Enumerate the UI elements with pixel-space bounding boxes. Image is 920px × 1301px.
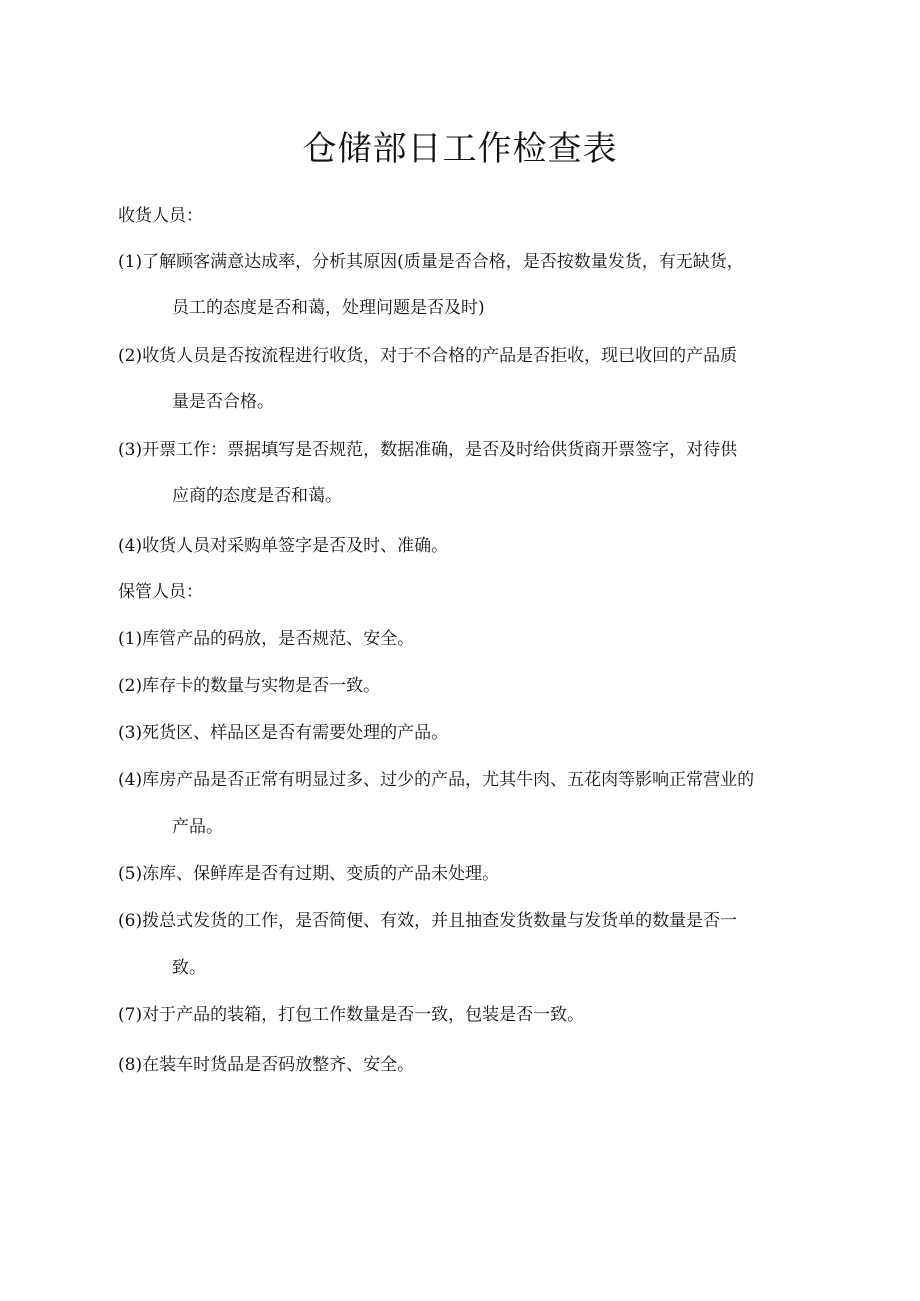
item-continuation: 致。 bbox=[172, 958, 206, 978]
list-item bbox=[118, 862, 499, 886]
list-item bbox=[118, 909, 737, 933]
item-text: 拨总式发货的工作，是否简便、有效，并且抽查发货数量与发货单的数量是否一 bbox=[142, 911, 738, 931]
item-continuation: 员工的态度是否和蔼，处理问题是否及时) bbox=[172, 298, 485, 318]
item-text: 开票工作：票据填写是否规范，数据准确，是否及时给供货商开票签字，对待供 bbox=[142, 440, 738, 460]
page-title: 仓储部日工作检查表 bbox=[302, 129, 618, 169]
list-item bbox=[118, 344, 737, 368]
item-text: 对于产品的装箱，打包工作数量是否一致，包装是否一致。 bbox=[142, 1005, 585, 1025]
item-text: 了解顾客满意达成率，分析其原因(质量是否合格，是否按数量发货，有无缺货， bbox=[142, 252, 744, 272]
list-item bbox=[118, 627, 414, 651]
item-number: (4) bbox=[118, 770, 143, 790]
item-text: 库存卡的数量与实物是否一致。 bbox=[142, 676, 381, 696]
item-number: (8) bbox=[118, 1055, 143, 1075]
list-item bbox=[118, 768, 754, 792]
list-item bbox=[118, 1003, 584, 1027]
item-text: 冻库、保鲜库是否有过期、变质的产品未处理。 bbox=[142, 864, 500, 884]
item-number: (5) bbox=[118, 864, 143, 884]
item-number: (1) bbox=[118, 252, 143, 272]
section-heading-receiving: 收货人员： bbox=[118, 206, 203, 226]
item-number: (6) bbox=[118, 911, 143, 931]
item-number: (7) bbox=[118, 1005, 143, 1025]
item-text: 在装车时货品是否码放整齐、安全。 bbox=[142, 1055, 415, 1075]
item-text: 库房产品是否正常有明显过多、过少的产品，尤其牛肉、五花肉等影响正常营业的 bbox=[142, 770, 755, 790]
item-number: (1) bbox=[118, 629, 143, 649]
item-text: 死货区、样品区是否有需要处理的产品。 bbox=[142, 723, 449, 743]
list-item bbox=[118, 721, 448, 745]
item-continuation: 应商的态度是否和蔼。 bbox=[172, 486, 342, 506]
item-text: 库管产品的码放，是否规范、安全。 bbox=[142, 629, 415, 649]
item-continuation: 量是否合格。 bbox=[172, 392, 274, 412]
item-number: (2) bbox=[118, 676, 143, 696]
item-number: (3) bbox=[118, 723, 143, 743]
item-number: (2) bbox=[118, 346, 143, 366]
list-item bbox=[118, 250, 744, 274]
item-number: (4) bbox=[118, 536, 143, 556]
list-item bbox=[118, 438, 737, 462]
list-item bbox=[118, 674, 380, 698]
item-text: 收货人员对采购单签字是否及时、准确。 bbox=[142, 536, 449, 556]
section-heading-storage: 保管人员： bbox=[118, 582, 203, 602]
list-item bbox=[118, 534, 448, 558]
item-number: (3) bbox=[118, 440, 143, 460]
list-item bbox=[118, 1053, 414, 1077]
item-continuation: 产品。 bbox=[172, 817, 223, 837]
item-text: 收货人员是否按流程进行收货，对于不合格的产品是否拒收，现已收回的产品质 bbox=[142, 346, 738, 366]
